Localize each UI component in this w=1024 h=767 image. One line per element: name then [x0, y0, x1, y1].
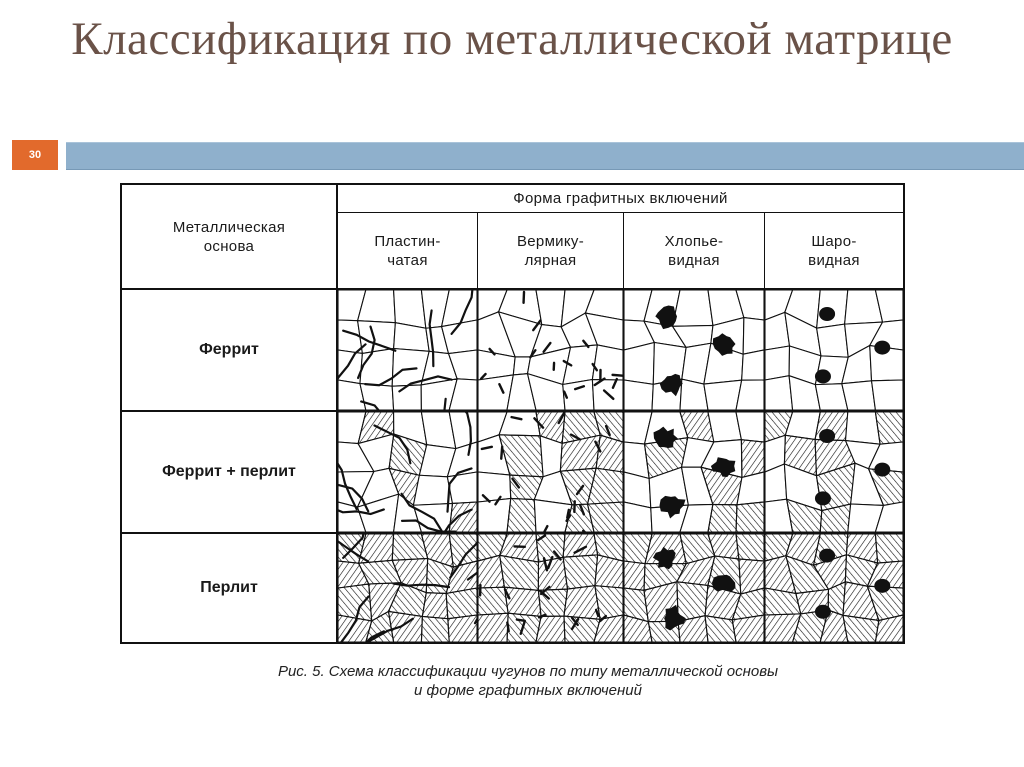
- row-label-pearlite: [122, 534, 336, 642]
- column-header-line2: видная: [808, 251, 860, 269]
- column-header-spheroidal: [765, 213, 903, 288]
- row-label-text: Феррит + перлит: [162, 463, 296, 480]
- slide-number-badge: [12, 140, 58, 170]
- micro-ferrite-pearlite-vermicular: [478, 412, 623, 532]
- figure-caption: [148, 662, 908, 700]
- caption-line1: Рис. 5. Схема классификации чугунов по типу металлической основы: [277, 663, 779, 680]
- microstructure-drawing: [624, 534, 764, 642]
- microstructure-drawing: [338, 534, 477, 642]
- microstructure-drawing: [765, 412, 903, 532]
- corner-header: [122, 185, 336, 288]
- caption-line2: и форме графитных включений: [414, 682, 642, 699]
- slide-title-text: Классификация по металлической матрице: [71, 13, 953, 65]
- slide-number: 30: [28, 149, 42, 161]
- row-label-ferrite-pearlite: [122, 412, 336, 532]
- column-header-line2: лярная: [524, 251, 577, 269]
- micro-pearlite-flaky: [624, 534, 764, 642]
- group-header: [338, 185, 903, 212]
- micro-ferrite-pearlite-lamellar: [338, 412, 477, 532]
- column-header-lamellar: [338, 213, 477, 288]
- micro-ferrite-spheroidal: [765, 290, 903, 410]
- column-header-line2: видная: [668, 251, 720, 269]
- column-header-flaky: [624, 213, 764, 288]
- column-header-line1: Вермику-: [516, 232, 584, 250]
- microstructure-drawing: [765, 290, 903, 410]
- row-label-text: Перлит: [200, 579, 258, 596]
- row-label-text: Феррит: [199, 341, 259, 358]
- microstructure-drawing: [478, 534, 623, 642]
- micro-pearlite-lamellar: [338, 534, 477, 642]
- micro-ferrite-pearlite-spheroidal: [765, 412, 903, 532]
- micro-ferrite-vermicular: [478, 290, 623, 410]
- slide-title: [0, 10, 1024, 68]
- micro-pearlite-spheroidal: [765, 534, 903, 642]
- column-header-line1: Пластин-: [374, 232, 441, 250]
- microstructure-drawing: [338, 290, 477, 410]
- column-header-line2: чатая: [387, 251, 428, 269]
- microstructure-drawing: [624, 412, 764, 532]
- column-header-line1: Шаро-: [811, 232, 857, 250]
- microstructure-drawing: [338, 412, 477, 532]
- accent-bar: [66, 142, 1024, 170]
- column-header-line1: Хлопье-: [664, 232, 724, 250]
- micro-ferrite-flaky: [624, 290, 764, 410]
- micro-ferrite-lamellar: [338, 290, 477, 410]
- corner-header-line2: основа: [203, 237, 255, 255]
- column-header-vermicular: [478, 213, 623, 288]
- micro-pearlite-vermicular: [478, 534, 623, 642]
- row-label-ferrite: [122, 290, 336, 410]
- microstructure-drawing: [765, 534, 903, 642]
- microstructure-drawing: [624, 290, 764, 410]
- microstructure-drawing: [478, 290, 623, 410]
- microstructure-drawing: [478, 412, 623, 532]
- corner-header-line1: Металлическая: [172, 218, 286, 236]
- group-header-text: Форма графитных включений: [513, 190, 728, 207]
- classification-figure: [120, 183, 905, 644]
- micro-ferrite-pearlite-flaky: [624, 412, 764, 532]
